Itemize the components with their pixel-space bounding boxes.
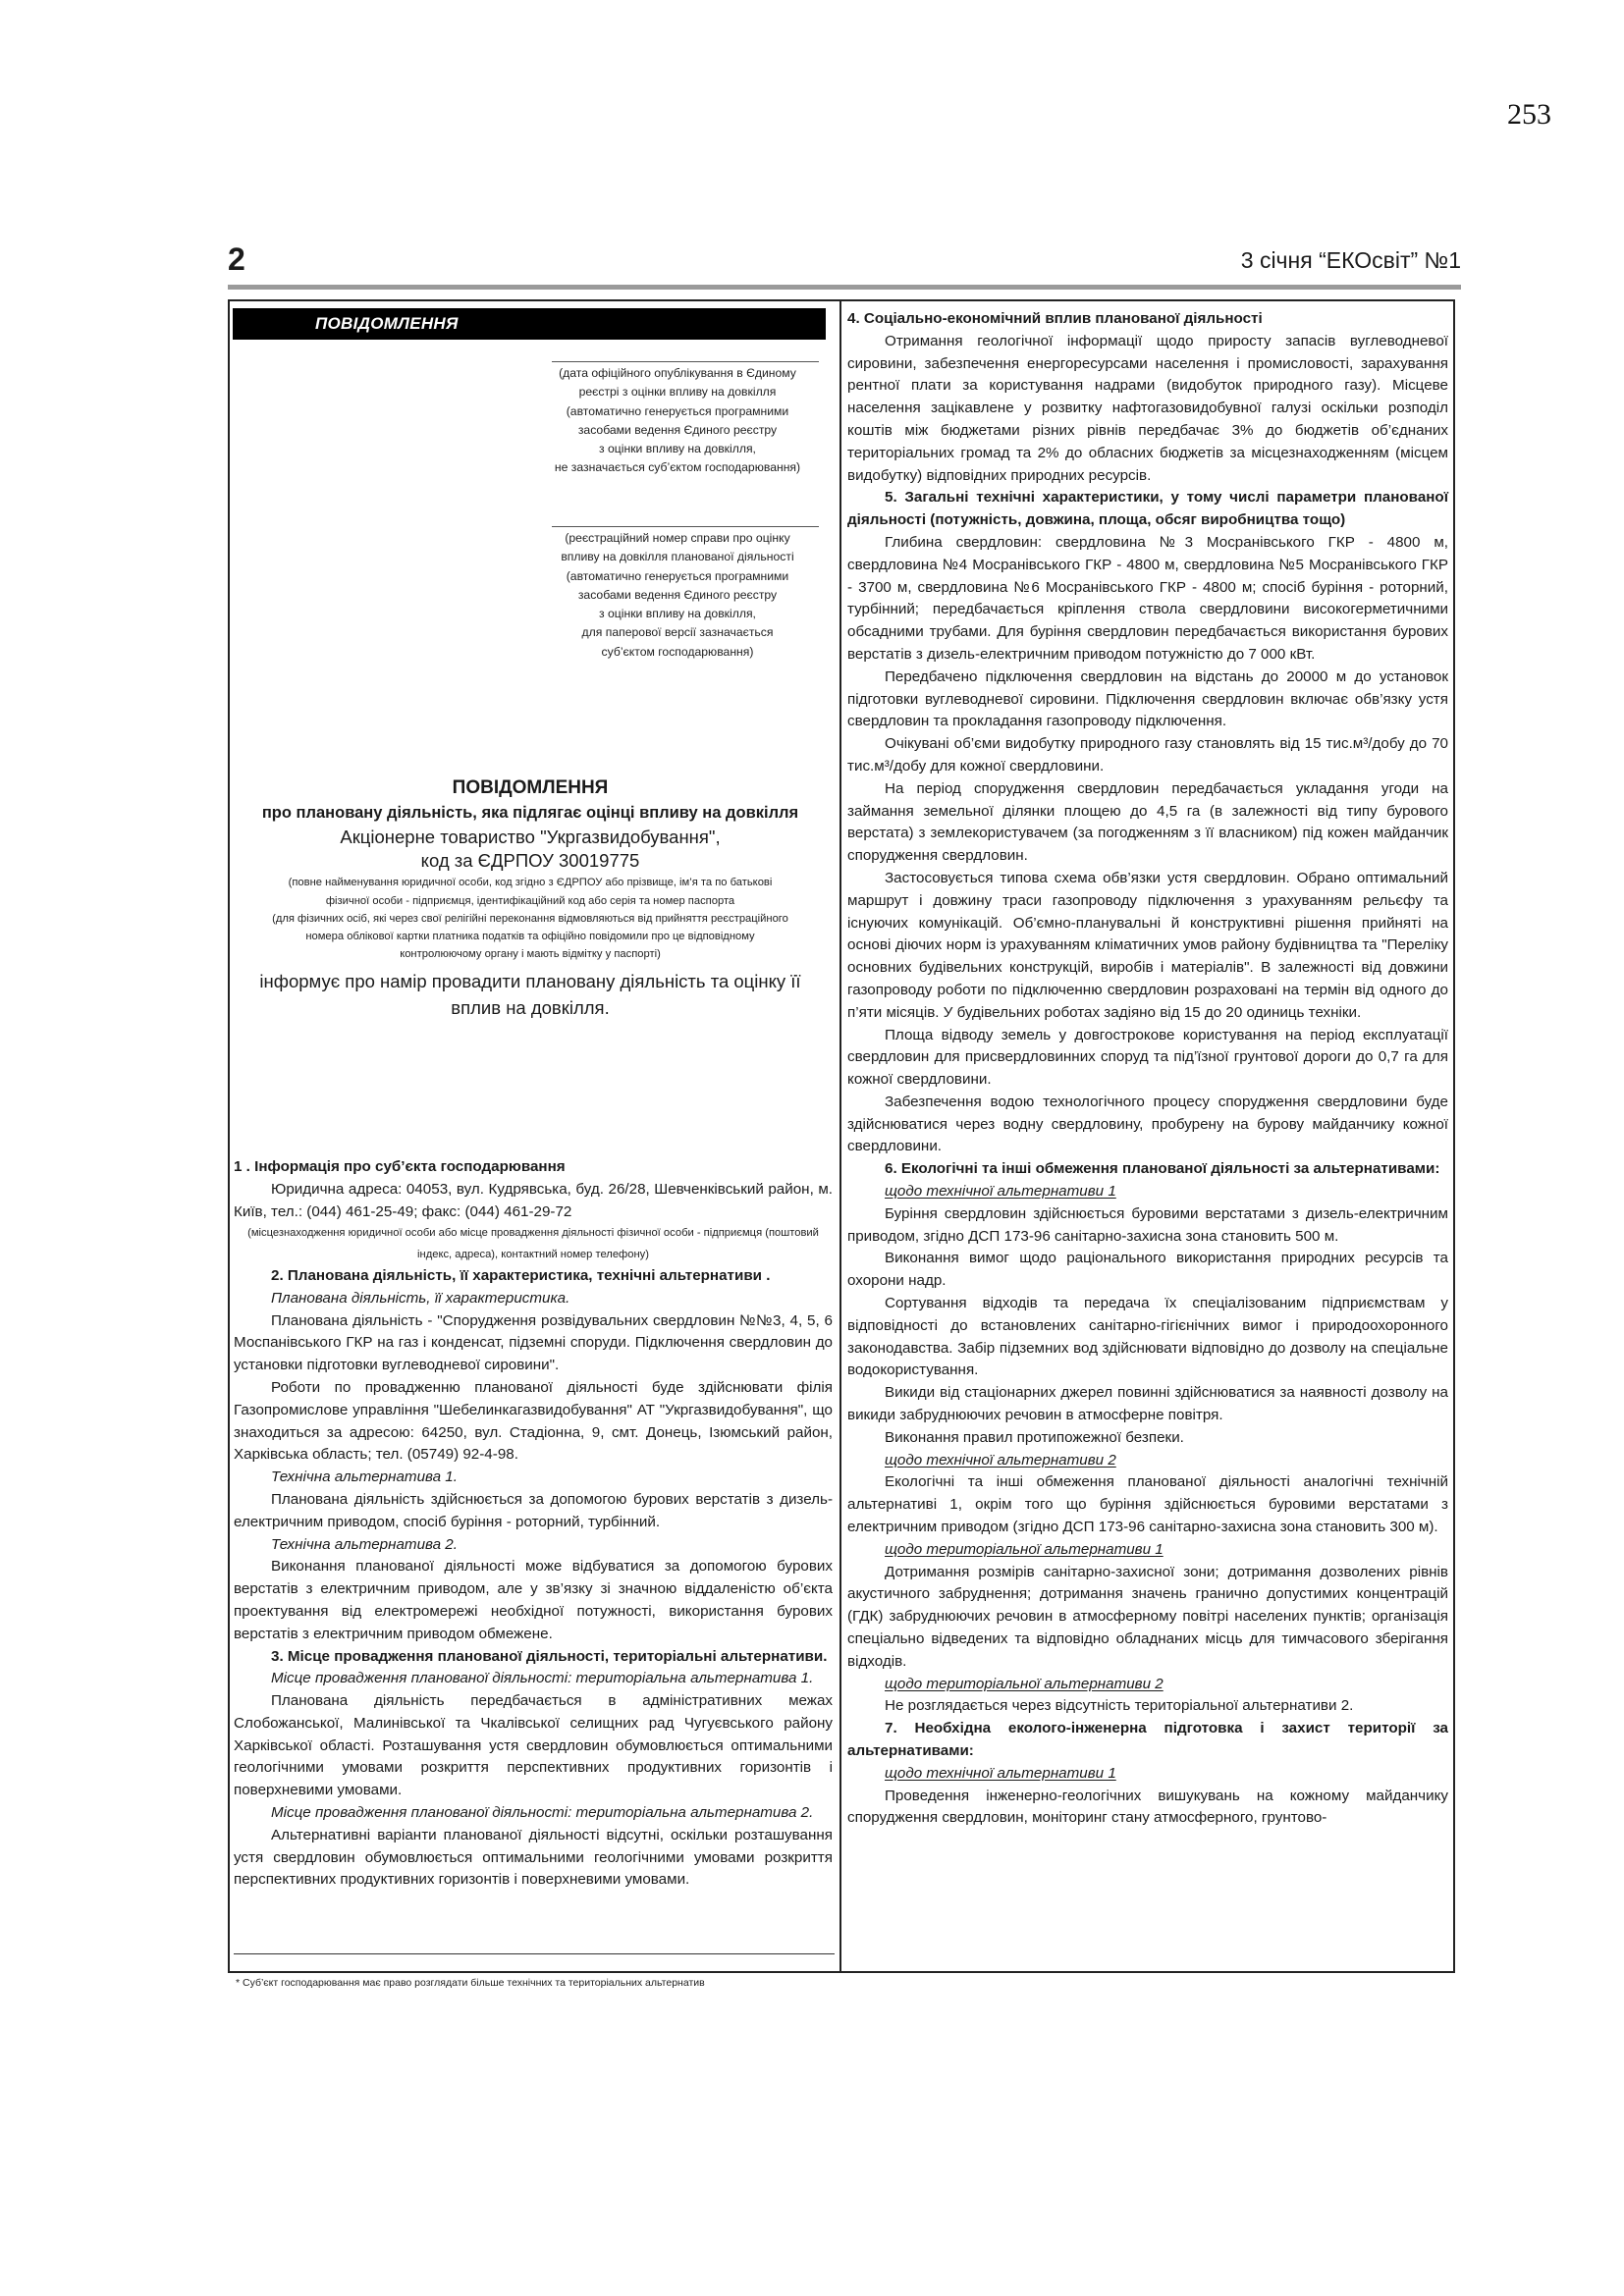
note-line: з оцінки впливу на довкілля, bbox=[599, 607, 756, 621]
paragraph: Очікувані об’єми видобутку природного газу становлять від 15 тис.м³/добу до 70 тис.м³/добу для кожної свердловини. bbox=[847, 735, 1448, 774]
paragraph: Проведення інженерно-геологічних вишукувань на кожному майданчику спорудження свердловин, моніторинг стану атмосферного, грунтово- bbox=[847, 1787, 1448, 1827]
note-line: (реєстраційний номер справи про оцінку bbox=[565, 531, 790, 545]
subheading: Планована діяльність, її характеристика. bbox=[271, 1289, 570, 1307]
notice-heading: ПОВІДОМЛЕННЯ bbox=[452, 777, 609, 798]
paragraph: Передбачено підключення свердловин на відстань до 20000 м до установок підготовки вуглеводневої сировини. Підключення свердловин включає обв’язку устя свердловин та прокладання газопроводу підключення. bbox=[847, 667, 1448, 730]
paragraph: Виконання правил протипожежної безпеки. bbox=[885, 1428, 1184, 1446]
note-line: суб’єктом господарювання) bbox=[601, 644, 754, 659]
section-heading: 1 . Інформація про суб’єкта господарювання bbox=[234, 1158, 566, 1175]
right-column-body bbox=[847, 308, 1448, 1830]
page-number: 253 bbox=[1507, 98, 1551, 131]
case-number-blank-line bbox=[552, 526, 819, 527]
column-divider bbox=[839, 301, 841, 1971]
subheading: щодо територіальної альтернативи 2 bbox=[885, 1675, 1164, 1692]
informs-statement: інформує про намір провадити плановану діяльність та оцінку її вплив на довкілля. bbox=[259, 971, 801, 1018]
section-heading: 3. Місце провадження планованої діяльності, територіальні альтернативи. bbox=[271, 1647, 828, 1665]
subheading: Місце провадження планованої діяльності: територіальна альтернатива 1. bbox=[271, 1670, 814, 1687]
date-blank-line bbox=[552, 361, 819, 362]
note-line: для паперової версії зазначається bbox=[581, 625, 774, 640]
paragraph: Альтернативні варіанти планованої діяльності відсутні, оскільки розташування устя свердловин обумовлюється оптимальними геологічними умовами розкриття перспективних продуктивних горизонтів і поверхневими умовами. bbox=[234, 1826, 833, 1889]
notice-subheading: про плановану діяльність, яка підлягає оцінці впливу на довкілля bbox=[261, 803, 799, 822]
company-note-line: фізичної особи - підприємця, ідентифікаційний код або серія та номер паспорта bbox=[325, 894, 735, 907]
paragraph: Планована діяльність передбачається в адміністративних межах Слобожанської, Малинівської та Чкалівської селищних рад Чугуєвського району Харківської області. Розташування устя свердловин обумовлюється оптимальними геологічними умовами розкриття перспективних продуктивних горизонтів і поверхневими умовами. bbox=[234, 1692, 833, 1799]
paragraph: Виконання планованої діяльності може відбуватися за допомогою бурових верстатів з електричним приводом, але у зв’язку зі значною віддаленістю об’єкта проектування від електромережі необхідної потужності, використання бурових верстатів з електричним приводом обмежене. bbox=[234, 1558, 833, 1642]
paragraph: Викиди від стаціонарних джерел повинні здійснюватися за наявності дозволу на викиди забруднюючих речовин в атмосферне повітря. bbox=[847, 1384, 1448, 1424]
paragraph: Планована діяльність - "Спорудження розвідувальних свердловин №№3, 4, 5, 6 Моспанівського ГКР на газ і конденсат, підземні споруди. Підключення свердловин до установки підготовки вуглеводневої сировини". bbox=[234, 1311, 833, 1374]
subheading: щодо технічної альтернативи 1 bbox=[885, 1183, 1116, 1201]
paragraph: Екологічні та інші обмеження планованої діяльності аналогічні технічній альтернативі 1, окрім того що буріння здійснюється буровими верстатами з електричним приводом (згідно ДСП 173-96 санітарно-захисна зона становить 300 м). bbox=[847, 1473, 1448, 1536]
paragraph: Буріння свердловин здійснюється буровими верстатами з дизель-електричним приводом, згідно ДСП 173-96 санітарно-захисна зона становить 500 м. bbox=[847, 1204, 1448, 1245]
paragraph: Не розглядається через відсутність територіальної альтернативи 2. bbox=[885, 1697, 1354, 1715]
header-rule bbox=[228, 285, 1461, 290]
paragraph: Отримання геологічної інформації щодо приросту запасів вуглеводневої сировини, забезпечення енергоресурсами населення і промисловості, зарахування рентної плати за користування надрами (видобуток природного газу). Місцеве населення зацікавлене у розвитку нафтогазовидобувної галузі оскільки розподіл коштів між бюджетами різних рівнів передбачає 3% до бюджетів об’єднаних територіальних громад та 2% до обласних бюджетів за місцезнаходженням (місцем видобутку) відповідних природних ресурсів. bbox=[847, 332, 1448, 484]
note-line: засобами ведення Єдиного реєстру bbox=[577, 422, 778, 437]
paragraph: Виконання вимог щодо раціонального використання природних ресурсів та охорони надр. bbox=[847, 1250, 1448, 1290]
paragraph: Забезпечення водою технологічного процесу спорудження свердловини буде здійснюватися через водну свердловину, пробурену на бурову майданчику кожної свердловини. bbox=[847, 1093, 1448, 1155]
company-note-line: (повне найменування юридичної особи, код згідно з ЄДРПОУ або прізвище, ім’я та по батькові bbox=[288, 877, 773, 889]
footnote-rule bbox=[234, 1953, 835, 1954]
subheading: щодо технічної альтернативи 1 bbox=[885, 1764, 1116, 1782]
paragraph: Сортування відходів та передача їх спеціалізованим підприємствам у відповідності до встановлених санітарно-гігієнічних вимог і природоохоронного законодавства. Забір підземних вод здійснювати відповідно до дозволу на спеціальне водокористування. bbox=[847, 1295, 1448, 1379]
company-name: Акціонерне товариство "Укргазвидобування", bbox=[340, 826, 721, 847]
paragraph: Планована діяльність здійснюється за допомогою бурових верстатів з дизель-електричним приводом, спосіб буріння - роторний, турбінний. bbox=[234, 1490, 833, 1530]
subheading: Технічна альтернатива 1. bbox=[271, 1468, 458, 1486]
company-note-line: (для фізичних осіб, які через свої релігійні переконання відмовляються від прийняття реєстраційного bbox=[272, 912, 788, 925]
note-line: (дата офіційного опублікування в Єдиному bbox=[559, 366, 796, 380]
company-note-line: контролюючому органу і мають відмітку у паспорті) bbox=[400, 948, 661, 961]
notice-title-block bbox=[236, 775, 825, 1022]
publication-date-note bbox=[530, 361, 825, 478]
company-note-line: номера облікової картки платника податків та офіційно повідомили про це відповідному bbox=[305, 930, 755, 942]
paragraph: Дотримання розмірів санітарно-захисної зони; дотримання дозволених рівнів акустичного забруднення; дотримання значень гранично допустимих концентрацій (ГДК) забруднюючих речовин в атмосферному повітрі населених пунктів; організація спеціально відведених та відповідно обладнаних місць для тимчасового зберігання відходів. bbox=[847, 1563, 1448, 1670]
subheading: Місце провадження планованої діяльності: територіальна альтернатива 2. bbox=[271, 1804, 814, 1822]
left-column-body bbox=[234, 1156, 833, 1892]
note-line: з оцінки впливу на довкілля, bbox=[599, 442, 756, 456]
section-label-bar bbox=[233, 308, 826, 340]
note-line: (автоматично генерується програмними bbox=[566, 403, 789, 418]
paragraph: Застосовується типова схема обв’язки устя свердловин. Обрано оптимальний маршрут і довжину траси газопроводу підключення з урахуванням рельєфу та існуючих комунікацій. Об’ємно-планувальні й конструктивні рішення прийняті на основі діючих норм із урахуванням кліматичних умов району будівництва та "Переліку основних будівельних конструкцій, виробів і матеріалів". В залежності від довжини газопроводу роботи по підключенню свердловин розраховані на термін від одного до п’яти місяців. У будівельних роботах задіяно від 15 до 20 одиниць техніки. bbox=[847, 869, 1448, 1021]
company-code: код за ЄДРПОУ 30019775 bbox=[420, 850, 640, 872]
subheading: щодо територіальної альтернативи 1 bbox=[885, 1540, 1164, 1558]
section-label: ПОВІДОМЛЕННЯ bbox=[315, 314, 459, 333]
newspaper-issue-title: 3 січня “ЕКОсвіт” №1 bbox=[1240, 247, 1461, 273]
section-heading: 7. Необхідна еколого-інженерна підготовка і захист території за альтернативами: bbox=[847, 1720, 1448, 1759]
paragraph: На період спорудження свердловин передбачається укладання угоди на займання земельної ділянки площею до 4,5 га (в залежності від типу бурового верстата) з землекористувачем (за погодженням з її власником) під кожен майданчик спорудження свердловин. bbox=[847, 779, 1448, 865]
case-number-note bbox=[530, 526, 825, 662]
field-caption: (місцезнаходження юридичної особи або місце провадження діяльності фізичної особи - підприємця (поштовий індекс, адреса), контактний номер телефону) bbox=[247, 1227, 819, 1260]
section-heading: 2. Планована діяльність, її характеристика, технічні альтернативи . bbox=[271, 1266, 771, 1284]
paragraph: Глибина свердловин: свердловина №3 Мосpанівського ГКР - 4800 м, свердловина №4 Мосpанівського ГКР - 4800 м, свердловина №5 Мосpанівського ГКР - 3700 м, свердловина №6 Мосpанівського ГКР - 4800 м; спосіб буріння - роторний, турбінний; передбачається кріплення ствола свердловини високогерметичними обсадними трубами. Для буріння свердловин передбачається використання бурових верстатів з дизель-електричним приводом потужністю до 7 000 кВт. bbox=[847, 533, 1448, 663]
subheading: Технічна альтернатива 2. bbox=[271, 1535, 458, 1553]
newspaper-page-number: 2 bbox=[228, 241, 245, 277]
note-line: (автоматично генерується програмними bbox=[566, 568, 789, 583]
section-heading: 4. Соціально-економічний вплив планованої діяльності bbox=[847, 310, 1263, 327]
note-line: засобами ведення Єдиного реєстру bbox=[577, 587, 778, 602]
note-line: не зазначається суб’єктом господарювання) bbox=[554, 460, 801, 475]
section-heading: 5. Загальні технічні характеристики, у тому числі параметри планованої діяльності (потужність, довжина, площа, обсяг виробництва тощо) bbox=[847, 489, 1448, 529]
footnote: * Суб’єкт господарювання має право розглядати більше технічних та територіальних альтернатив bbox=[236, 1977, 705, 1989]
paragraph: Юридична адреса: 04053, вул. Кудрявська, буд. 26/28, Шевченківський район, м. Київ, тел.: (044) 461-25-49; факс: (044) 461-29-72 bbox=[234, 1180, 833, 1220]
paragraph: Роботи по провадженню планованої діяльності буде здійснювати філія Газопромислове управління "Шебелинкагазвидобування" АТ "Укргазвидобування", що знаходиться за адресою: 64250, вул. Стадіонна, 9, смт. Донець, Ізюмський район, Харківська область; тел. (05749) 92-4-98. bbox=[234, 1378, 833, 1464]
section-heading: 6. Екологічні та інші обмеження планованої діяльності за альтернативами: bbox=[885, 1160, 1440, 1178]
paragraph: Площа відводу земель у довгострокове користування на період експлуатації свердловин для присвердловинних споруд та під’їзної грунтової дороги до 0,7 га для кожної свердловини. bbox=[847, 1026, 1448, 1089]
subheading: щодо технічної альтернативи 2 bbox=[885, 1451, 1116, 1468]
note-line: впливу на довкілля планованої діяльності bbox=[561, 550, 794, 564]
note-line: реєстрі з оцінки впливу на довкілля bbox=[578, 385, 777, 400]
